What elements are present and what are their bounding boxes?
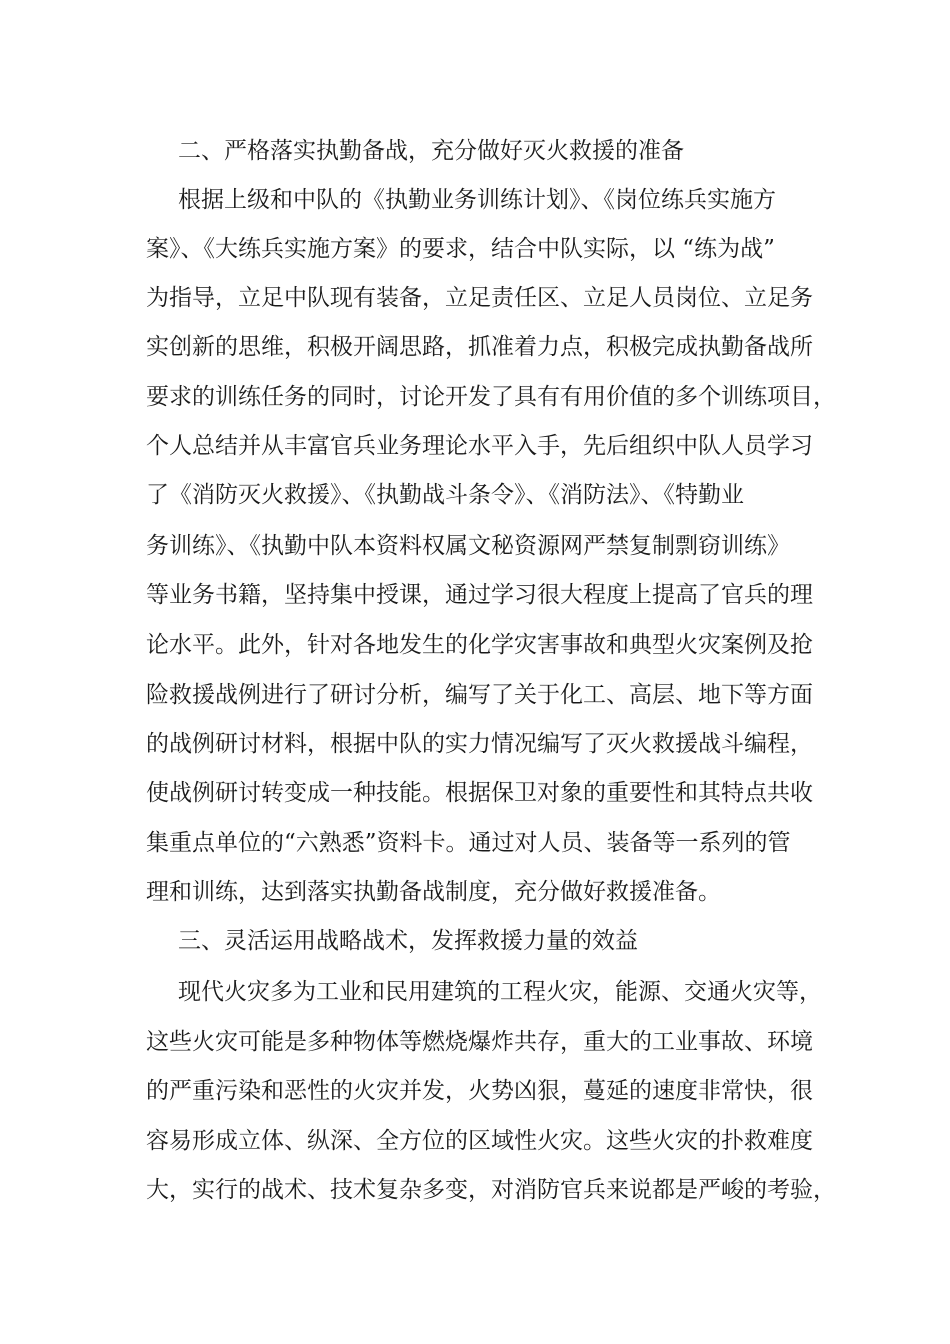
paragraph-line: 大，实行的战术、技术复杂多变，对消防官兵来说都是严峻的考验， <box>146 1177 836 1203</box>
paragraph-line: 论水平。此外，针对各地发生的化学灾害事故和典型火灾案例及抢 <box>146 632 813 658</box>
paragraph-line: 实创新的思维，积极开阔思路，抓准着力点，积极完成执勤备战所 <box>146 334 813 360</box>
paragraph-line: 现代火灾多为工业和民用建筑的工程火灾，能源、交通火灾等， <box>178 979 822 1005</box>
paragraph-line: 理和训练，达到落实执勤备战制度，充分做好救援准备。 <box>146 879 721 905</box>
paragraph-line: 使战例研讨转变成一种技能。根据保卫对象的重要性和其特点共收 <box>146 780 813 806</box>
paragraph-line: 的严重污染和恶性的火灾并发，火势凶狠，蔓延的速度非常快，很 <box>146 1078 813 1104</box>
paragraph-line: 要求的训练任务的同时，讨论开发了具有有用价值的多个训练项目， <box>146 384 836 410</box>
paragraph-line: 了《消防灭火救援》、《执勤战斗条令》、《消防法》、《特勤业 <box>146 482 744 508</box>
paragraph-line: 务训练》、《执勤中队本资料权属文秘资源网严禁复制剽窃训练》 <box>146 533 790 559</box>
paragraph-line: 的战例研讨材料，根据中队的实力情况编写了灭火救援战斗编程， <box>146 731 813 757</box>
section-heading-2: 二、严格落实执勤备战，充分做好灭火救援的准备 <box>178 138 684 164</box>
section-heading-3: 三、灵活运用战略战术，发挥救援力量的效益 <box>178 928 638 954</box>
paragraph-line: 险救援战例进行了研讨分析，编写了关于化工、高层、地下等方面 <box>146 682 813 708</box>
paragraph-line: 根据上级和中队的《执勤业务训练计划》、《岗位练兵实施方 <box>178 187 776 213</box>
paragraph-line: 个人总结并从丰富官兵业务理论水平入手，先后组织中队人员学习 <box>146 433 813 459</box>
paragraph-line: 等业务书籍，坚持集中授课，通过学习很大程度上提高了官兵的理 <box>146 582 813 608</box>
paragraph-line: 这些火灾可能是多种物体等燃烧爆炸共存，重大的工业事故、环境 <box>146 1029 813 1055</box>
paragraph-line: 容易形成立体、纵深、全方位的区域性火灾。这些火灾的扑救难度 <box>146 1128 813 1154</box>
paragraph-line: 为指导，立足中队现有装备，立足责任区、立足人员岗位、立足务 <box>146 285 813 311</box>
paragraph-line: 案》、《大练兵实施方案》的要求，结合中队实际，以 “练为战” <box>146 236 775 262</box>
paragraph-line: 集重点单位的“六熟悉”资料卡。通过对人员、装备等一系列的管 <box>146 830 791 856</box>
